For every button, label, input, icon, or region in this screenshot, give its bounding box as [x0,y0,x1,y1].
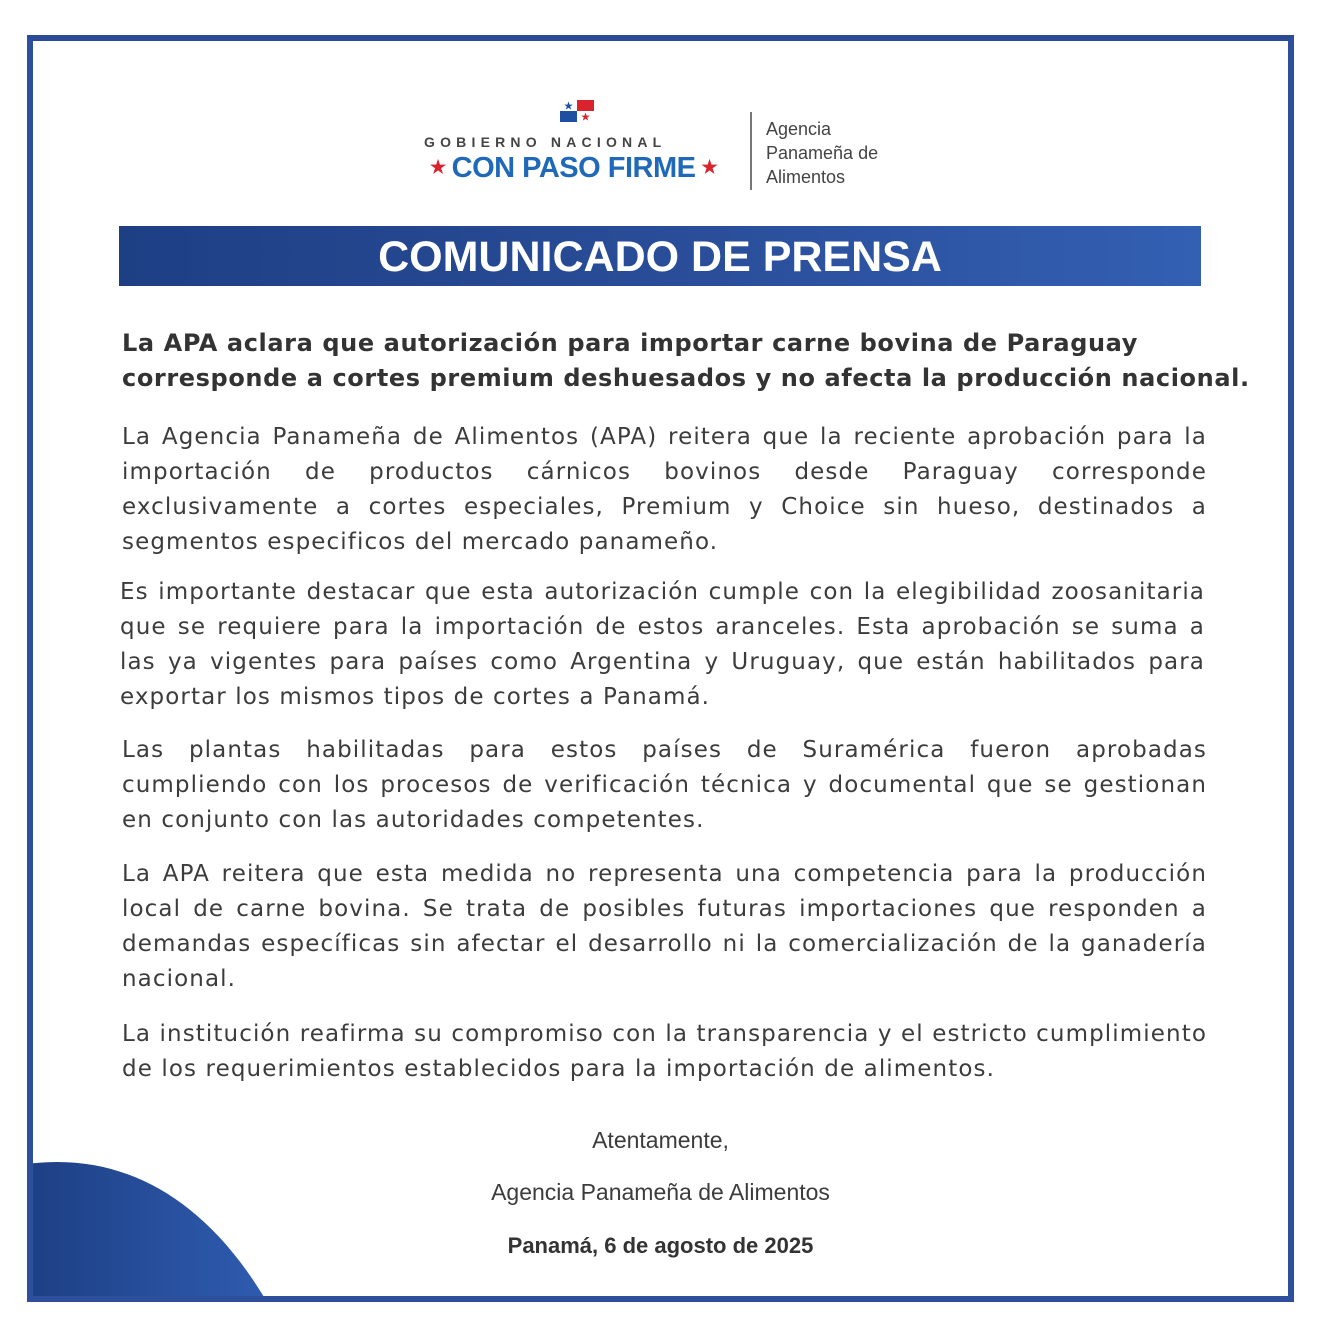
body-paragraph: La institución reafirma su compromiso con la transparencia y el estricto cumplimiento de los requerimientos establecidos para la importación de alimentos. [122,1021,1207,1082]
headline [122,326,1250,396]
body-paragraph: Las plantas habilitadas para estos países de Suramérica fueron aprobadas cumpliendo con los procesos de verificación técnica y documental que se gestionan en conjunto con las autoridades competentes. [122,737,1207,833]
headline-line: La APA aclara que autorización para importar carne bovina de Paraguay [122,329,1138,357]
government-logo [418,96,918,196]
press-release-banner: COMUNICADO DE PRENSA [119,226,1201,286]
panama-flag-icon [560,100,594,122]
corner-wave-decoration [27,1152,287,1302]
closing: Atentamente, [592,1127,729,1153]
star-icon: ★ [701,157,718,177]
agency-name [766,117,926,189]
body-paragraph: Es importante destacar que esta autorización cumple con la elegibilidad zoosanitaria que se requiere para la importación de estos aranceles. Esta aprobación se suma a las ya vigentes para países como Argentina y Uruguay, que están habilitados para exportar los mismos tipos de cortes a Panamá. [120,579,1205,710]
agency-line: Alimentos [766,167,846,187]
date-line: Panamá, 6 de agosto de 2025 [507,1233,814,1258]
gov-tagline-main [424,152,723,185]
signature: Agencia Panameña de Alimentos [491,1179,830,1205]
headline-line: corresponde a cortes premium deshuesados y no afecta la producción nacional. [122,364,1250,392]
gov-tagline-top: GOBIERNO NACIONAL [424,134,667,150]
agency-line: Panameña de [766,143,879,163]
star-icon: ★ [430,157,446,177]
logo-divider [750,112,752,190]
gov-main-text: CON PASO FIRME [451,152,696,184]
agency-line: Agencia [766,119,832,139]
body-paragraph: La APA reitera que esta medida no representa una competencia para la producción local de carne bovina. Se trata de posibles futuras importaciones que responden a demandas específicas sin afectar el desarrollo ni la comercialización de la ganadería nacional. [122,861,1207,992]
body-paragraph: La Agencia Panameña de Alimentos (APA) reitera que la reciente aprobación para la importación de productos cárnicos bovinos desde Paraguay corresponde exclusivamente a cortes especiales, Premium y Choice sin hueso, destinados a segmentos especificos del mercado panameño. [122,424,1207,555]
